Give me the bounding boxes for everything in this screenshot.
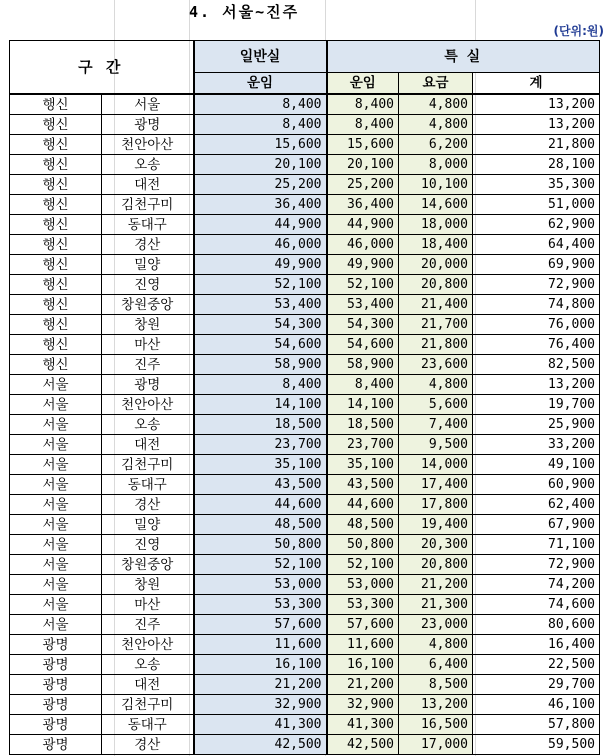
cell-fare-special: 15,600	[327, 135, 399, 155]
table-row	[10, 735, 600, 755]
cell-from: 광명	[10, 655, 102, 675]
table-row	[10, 555, 600, 575]
cell-fare-general: 53,000	[194, 575, 327, 595]
cell-total: 13,200	[473, 115, 600, 135]
cell-fare-general: 53,400	[194, 295, 327, 315]
cell-total: 71,100	[473, 535, 600, 555]
cell-fare-general: 14,100	[194, 395, 327, 415]
table-row	[10, 215, 600, 235]
cell-to: 오송	[102, 155, 194, 175]
table-row	[10, 195, 600, 215]
cell-fare-special: 52,100	[327, 555, 399, 575]
cell-fare-special: 46,000	[327, 235, 399, 255]
cell-to: 진주	[102, 615, 194, 635]
cell-fare-special: 50,800	[327, 535, 399, 555]
cell-from: 광명	[10, 675, 102, 695]
cell-from: 행신	[10, 195, 102, 215]
header-surcharge: 요금	[399, 73, 473, 94]
cell-surcharge: 20,800	[399, 275, 473, 295]
table-row	[10, 415, 600, 435]
cell-from: 서울	[10, 475, 102, 495]
cell-fare-general: 44,900	[194, 215, 327, 235]
cell-fare-general: 49,900	[194, 255, 327, 275]
cell-from: 서울	[10, 415, 102, 435]
cell-from: 행신	[10, 355, 102, 375]
cell-fare-general: 54,300	[194, 315, 327, 335]
cell-from: 행신	[10, 215, 102, 235]
cell-from: 광명	[10, 635, 102, 655]
cell-fare-special: 58,900	[327, 355, 399, 375]
cell-fare-general: 42,500	[194, 735, 327, 755]
header-total: 계	[473, 73, 600, 94]
fare-table	[9, 40, 600, 755]
cell-total: 72,900	[473, 275, 600, 295]
cell-fare-general: 48,500	[194, 515, 327, 535]
cell-fare-special: 52,100	[327, 275, 399, 295]
cell-from: 행신	[10, 295, 102, 315]
table-row	[10, 695, 600, 715]
cell-surcharge: 21,200	[399, 575, 473, 595]
table-row	[10, 575, 600, 595]
cell-fare-general: 8,400	[194, 94, 327, 115]
cell-from: 광명	[10, 715, 102, 735]
cell-surcharge: 10,100	[399, 175, 473, 195]
cell-from: 행신	[10, 255, 102, 275]
cell-fare-special: 41,300	[327, 715, 399, 735]
cell-to: 밀양	[102, 515, 194, 535]
cell-fare-general: 35,100	[194, 455, 327, 475]
cell-fare-general: 41,300	[194, 715, 327, 735]
cell-to: 밀양	[102, 255, 194, 275]
cell-to: 천안아산	[102, 135, 194, 155]
header-general: 일반실	[194, 41, 327, 73]
table-row	[10, 355, 600, 375]
cell-total: 29,700	[473, 675, 600, 695]
cell-surcharge: 8,500	[399, 675, 473, 695]
cell-surcharge: 18,000	[399, 215, 473, 235]
cell-to: 마산	[102, 335, 194, 355]
cell-surcharge: 21,400	[399, 295, 473, 315]
cell-to: 창원중앙	[102, 295, 194, 315]
cell-from: 행신	[10, 315, 102, 335]
cell-fare-special: 8,400	[327, 375, 399, 395]
cell-from: 행신	[10, 275, 102, 295]
cell-total: 19,700	[473, 395, 600, 415]
cell-fare-special: 36,400	[327, 195, 399, 215]
cell-from: 행신	[10, 335, 102, 355]
cell-fare-general: 52,100	[194, 555, 327, 575]
cell-to: 창원중앙	[102, 555, 194, 575]
cell-from: 서울	[10, 515, 102, 535]
cell-total: 64,400	[473, 235, 600, 255]
cell-fare-special: 54,300	[327, 315, 399, 335]
cell-fare-special: 8,400	[327, 94, 399, 115]
table-row	[10, 135, 600, 155]
fare-rows	[10, 94, 600, 755]
cell-total: 80,600	[473, 615, 600, 635]
cell-fare-general: 43,500	[194, 475, 327, 495]
cell-to: 진영	[102, 275, 194, 295]
cell-fare-special: 44,600	[327, 495, 399, 515]
cell-total: 76,400	[473, 335, 600, 355]
cell-fare-special: 54,600	[327, 335, 399, 355]
cell-fare-special: 32,900	[327, 695, 399, 715]
cell-total: 16,400	[473, 635, 600, 655]
cell-total: 59,500	[473, 735, 600, 755]
cell-to: 진주	[102, 355, 194, 375]
table-row	[10, 615, 600, 635]
cell-total: 25,900	[473, 415, 600, 435]
cell-to: 광명	[102, 375, 194, 395]
cell-total: 28,100	[473, 155, 600, 175]
cell-fare-special: 20,100	[327, 155, 399, 175]
cell-surcharge: 21,700	[399, 315, 473, 335]
cell-to: 서울	[102, 94, 194, 115]
cell-fare-special: 14,100	[327, 395, 399, 415]
table-row	[10, 515, 600, 535]
cell-fare-special: 35,100	[327, 455, 399, 475]
cell-fare-special: 43,500	[327, 475, 399, 495]
cell-surcharge: 4,800	[399, 115, 473, 135]
cell-fare-special: 18,500	[327, 415, 399, 435]
cell-surcharge: 18,400	[399, 235, 473, 255]
cell-to: 경산	[102, 235, 194, 255]
cell-fare-special: 23,700	[327, 435, 399, 455]
cell-total: 62,900	[473, 215, 600, 235]
cell-fare-general: 32,900	[194, 695, 327, 715]
cell-from: 서울	[10, 495, 102, 515]
cell-fare-general: 20,100	[194, 155, 327, 175]
cell-to: 김천구미	[102, 455, 194, 475]
cell-surcharge: 8,000	[399, 155, 473, 175]
cell-surcharge: 4,800	[399, 635, 473, 655]
cell-total: 49,100	[473, 455, 600, 475]
table-row	[10, 335, 600, 355]
unit-label: (단위:원)	[553, 24, 604, 38]
cell-fare-general: 52,100	[194, 275, 327, 295]
cell-fare-general: 16,100	[194, 655, 327, 675]
table-row	[10, 295, 600, 315]
cell-total: 21,800	[473, 135, 600, 155]
cell-to: 김천구미	[102, 195, 194, 215]
cell-total: 74,800	[473, 295, 600, 315]
cell-to: 천안아산	[102, 635, 194, 655]
cell-to: 경산	[102, 735, 194, 755]
table-row	[10, 395, 600, 415]
cell-surcharge: 17,000	[399, 735, 473, 755]
table-row	[10, 435, 600, 455]
table-row	[10, 275, 600, 295]
cell-to: 동대구	[102, 715, 194, 735]
cell-fare-special: 42,500	[327, 735, 399, 755]
cell-fare-general: 25,200	[194, 175, 327, 195]
cell-surcharge: 13,200	[399, 695, 473, 715]
cell-fare-special: 57,600	[327, 615, 399, 635]
cell-fare-general: 53,300	[194, 595, 327, 615]
cell-surcharge: 21,300	[399, 595, 473, 615]
cell-surcharge: 4,800	[399, 94, 473, 115]
cell-fare-general: 23,700	[194, 435, 327, 455]
table-row	[10, 475, 600, 495]
cell-surcharge: 6,400	[399, 655, 473, 675]
cell-fare-general: 57,600	[194, 615, 327, 635]
cell-surcharge: 19,400	[399, 515, 473, 535]
cell-fare-general: 46,000	[194, 235, 327, 255]
cell-fare-general: 50,800	[194, 535, 327, 555]
cell-surcharge: 17,400	[399, 475, 473, 495]
cell-to: 동대구	[102, 475, 194, 495]
cell-to: 경산	[102, 495, 194, 515]
cell-fare-general: 36,400	[194, 195, 327, 215]
cell-total: 46,100	[473, 695, 600, 715]
table-row	[10, 115, 600, 135]
cell-surcharge: 23,000	[399, 615, 473, 635]
cell-surcharge: 6,200	[399, 135, 473, 155]
page-title: 4. 서울~진주	[189, 3, 300, 21]
cell-total: 76,000	[473, 315, 600, 335]
table-row	[10, 455, 600, 475]
cell-fare-general: 58,900	[194, 355, 327, 375]
table-row	[10, 94, 600, 115]
cell-fare-general: 8,400	[194, 375, 327, 395]
cell-total: 69,900	[473, 255, 600, 275]
table-row	[10, 315, 600, 335]
header-fare-special: 운임	[327, 73, 399, 94]
table-row	[10, 255, 600, 275]
table-row	[10, 235, 600, 255]
cell-to: 진영	[102, 535, 194, 555]
header-fare-general: 운임	[194, 73, 327, 94]
cell-surcharge: 21,800	[399, 335, 473, 355]
cell-total: 62,400	[473, 495, 600, 515]
cell-surcharge: 16,500	[399, 715, 473, 735]
cell-surcharge: 14,000	[399, 455, 473, 475]
cell-to: 대전	[102, 675, 194, 695]
cell-fare-general: 15,600	[194, 135, 327, 155]
cell-fare-special: 49,900	[327, 255, 399, 275]
cell-from: 행신	[10, 115, 102, 135]
cell-total: 13,200	[473, 94, 600, 115]
cell-fare-special: 53,000	[327, 575, 399, 595]
cell-to: 창원	[102, 575, 194, 595]
cell-fare-special: 44,900	[327, 215, 399, 235]
cell-fare-general: 54,600	[194, 335, 327, 355]
cell-surcharge: 4,800	[399, 375, 473, 395]
cell-from: 서울	[10, 555, 102, 575]
cell-total: 74,200	[473, 575, 600, 595]
cell-from: 행신	[10, 155, 102, 175]
cell-fare-special: 25,200	[327, 175, 399, 195]
cell-fare-special: 8,400	[327, 115, 399, 135]
cell-to: 마산	[102, 595, 194, 615]
table-row	[10, 715, 600, 735]
cell-from: 서울	[10, 435, 102, 455]
cell-fare-special: 53,300	[327, 595, 399, 615]
cell-total: 67,900	[473, 515, 600, 535]
cell-total: 51,000	[473, 195, 600, 215]
cell-surcharge: 20,800	[399, 555, 473, 575]
cell-total: 60,900	[473, 475, 600, 495]
table-row	[10, 535, 600, 555]
cell-total: 13,200	[473, 375, 600, 395]
cell-total: 72,900	[473, 555, 600, 575]
cell-surcharge: 5,600	[399, 395, 473, 415]
cell-fare-general: 18,500	[194, 415, 327, 435]
cell-fare-general: 8,400	[194, 115, 327, 135]
cell-surcharge: 20,300	[399, 535, 473, 555]
table-row	[10, 635, 600, 655]
table-row	[10, 595, 600, 615]
cell-surcharge: 17,800	[399, 495, 473, 515]
cell-fare-special: 11,600	[327, 635, 399, 655]
cell-from: 행신	[10, 94, 102, 115]
cell-to: 대전	[102, 435, 194, 455]
cell-total: 57,800	[473, 715, 600, 735]
cell-to: 오송	[102, 655, 194, 675]
table-row	[10, 175, 600, 195]
cell-surcharge: 20,000	[399, 255, 473, 275]
header-section: 구 간	[10, 41, 194, 95]
cell-from: 서울	[10, 535, 102, 555]
cell-from: 서울	[10, 375, 102, 395]
table-row	[10, 495, 600, 515]
cell-to: 동대구	[102, 215, 194, 235]
cell-fare-special: 48,500	[327, 515, 399, 535]
cell-to: 천안아산	[102, 395, 194, 415]
cell-fare-general: 21,200	[194, 675, 327, 695]
cell-to: 김천구미	[102, 695, 194, 715]
cell-to: 창원	[102, 315, 194, 335]
cell-fare-special: 16,100	[327, 655, 399, 675]
cell-from: 서울	[10, 395, 102, 415]
table-row	[10, 155, 600, 175]
cell-total: 82,500	[473, 355, 600, 375]
header-special: 특 실	[327, 41, 600, 73]
cell-from: 광명	[10, 735, 102, 755]
cell-from: 서울	[10, 615, 102, 635]
cell-total: 22,500	[473, 655, 600, 675]
cell-to: 오송	[102, 415, 194, 435]
cell-surcharge: 9,500	[399, 435, 473, 455]
cell-surcharge: 7,400	[399, 415, 473, 435]
cell-from: 서울	[10, 575, 102, 595]
cell-from: 행신	[10, 135, 102, 155]
cell-from: 서울	[10, 595, 102, 615]
cell-total: 35,300	[473, 175, 600, 195]
table-row	[10, 675, 600, 695]
cell-fare-special: 53,400	[327, 295, 399, 315]
cell-fare-general: 44,600	[194, 495, 327, 515]
table-row	[10, 655, 600, 675]
cell-from: 광명	[10, 695, 102, 715]
cell-from: 행신	[10, 175, 102, 195]
cell-to: 대전	[102, 175, 194, 195]
cell-fare-special: 21,200	[327, 675, 399, 695]
cell-fare-general: 11,600	[194, 635, 327, 655]
cell-total: 33,200	[473, 435, 600, 455]
cell-surcharge: 23,600	[399, 355, 473, 375]
cell-surcharge: 14,600	[399, 195, 473, 215]
table-row	[10, 375, 600, 395]
cell-total: 74,600	[473, 595, 600, 615]
cell-from: 서울	[10, 455, 102, 475]
cell-to: 광명	[102, 115, 194, 135]
cell-from: 행신	[10, 235, 102, 255]
